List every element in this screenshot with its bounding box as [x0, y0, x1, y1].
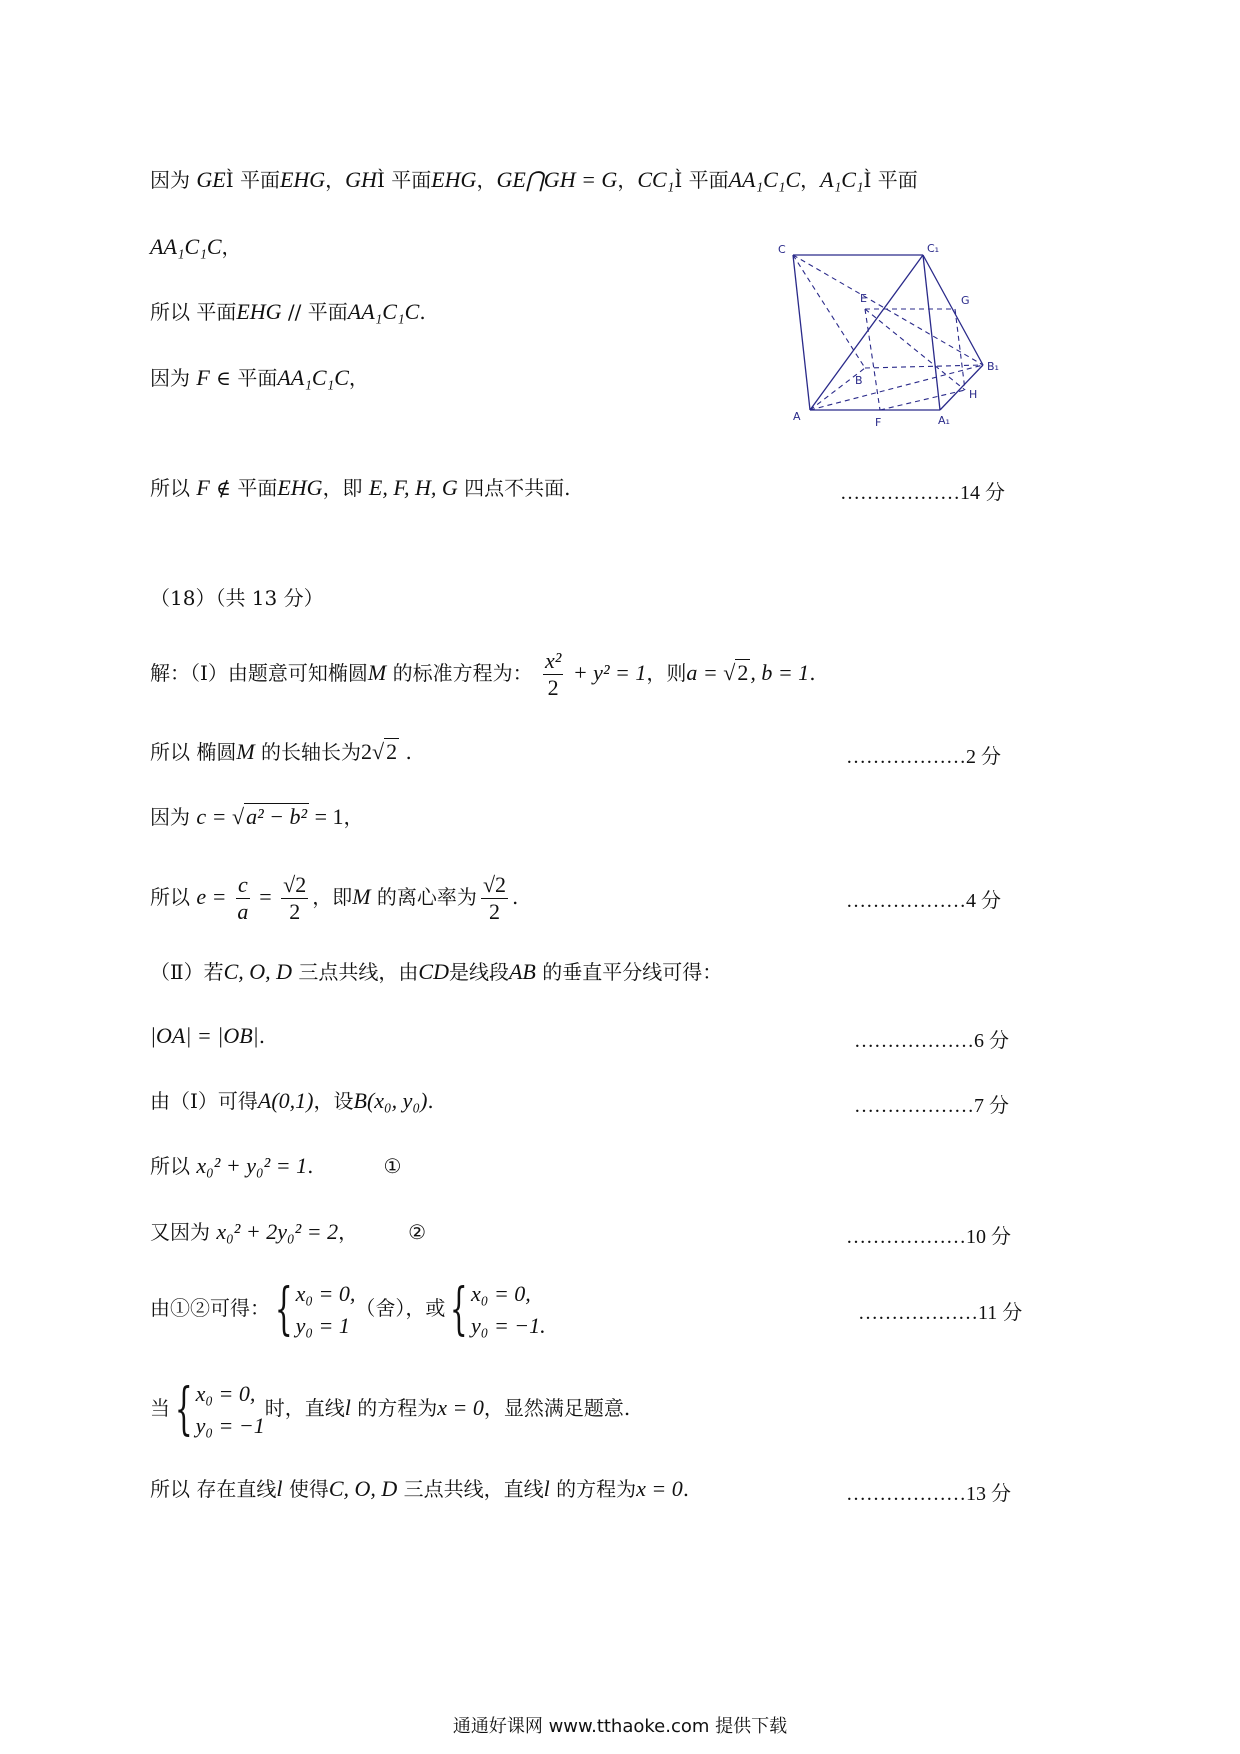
- solution-line-4: 所以 e = $\frac{c}{a}$ = $\frac{√2}{2}$ ，即M 的离心率为 $\frac{√2}{2}$ .: [150, 872, 519, 924]
- prism-figure: [775, 240, 1015, 430]
- solution-line-8: 所以 x₀² + y₀² = 1. ①: [150, 1153, 402, 1178]
- fig-label-g: G: [961, 294, 970, 307]
- fig-label-c: C: [778, 243, 786, 256]
- score-10: ………………10 分: [846, 1226, 1011, 1248]
- system-2: x₀ = 0, y₀ = −1.: [471, 1280, 546, 1338]
- proof-line-1: 因为 GEÌ 平面EHG，GHÌ 平面EHG，GE⋂GH = G，CC₁Ì 平面AA₁C₁C，A₁C₁Ì 平面: [150, 167, 918, 192]
- solution-line-11: 当{ x₀ = 0, y₀ = −1 时，直线l 的方程为x = 0，显然满足题意.: [150, 1376, 631, 1442]
- score-13: ………………13 分: [846, 1483, 1011, 1505]
- score-11: ………………11 分: [858, 1302, 1023, 1324]
- score-7: ………………7 分: [854, 1095, 1009, 1117]
- system-1: x₀ = 0, y₀ = 1: [295, 1280, 356, 1338]
- fig-label-b: B: [855, 374, 863, 387]
- proof-line-4: 因为 F ∈ 平面AA₁C₁C，: [150, 365, 369, 390]
- system-3: x₀ = 0, y₀ = −1: [195, 1380, 265, 1438]
- brace-1: {: [274, 1276, 293, 1342]
- score-4: ………………4 分: [846, 890, 1001, 912]
- proof-line-3: 所以 平面EHG // 平面AA₁C₁C.: [150, 299, 426, 324]
- solution-line-10: 由①②可得：{ x₀ = 0, y₀ = 1 （舍），或{ x₀ = 0, y₀ = −1.: [150, 1276, 546, 1342]
- section-18-heading: （18）（共 13 分）: [150, 586, 324, 610]
- frac-x2-over-2: $\frac{\text{x²}}{2}$: [544, 648, 562, 700]
- proof-line-2: AA₁C₁C，: [150, 234, 242, 259]
- solution-line-3: 因为 c = √a² − b² = 1，: [150, 804, 364, 829]
- frac-sqrt2-over-2-b: $\frac{√2}{2}$: [482, 872, 507, 924]
- proof-line-5: 所以 F ∉ 平面EHG，即 E, F, H, G 四点不共面.: [150, 475, 571, 500]
- solution-line-5: （Ⅱ）若C, O, D 三点共线，由CD是线段AB 的垂直平分线可得：: [150, 959, 723, 984]
- fig-label-b1: B₁: [987, 360, 999, 373]
- frac-sqrt2-over-2: $\frac{√2}{2}$: [283, 872, 307, 924]
- page-footer: 通通好课网 www.tthaoke.com 提供下载: [452, 1716, 788, 1737]
- fig-label-a: A: [793, 410, 801, 423]
- fig-label-h: H: [969, 388, 978, 401]
- fig-label-c1: C₁: [927, 242, 940, 255]
- brace-3: {: [174, 1376, 193, 1442]
- solution-line-12: 所以 存在直线l 使得C, O, D 三点共线，直线l 的方程为x = 0.: [150, 1476, 690, 1501]
- score-14: ………………14 分: [840, 482, 1005, 504]
- fig-label-a1: A₁: [938, 414, 950, 427]
- solution-line-1: 解：（Ⅰ）由题意可知椭圆M 的标准方程为： $\frac{\text{x²}}{2}$ + y² = 1，则a = √2, b = 1.: [150, 648, 816, 700]
- solution-line-6: |OA| = |OB|.: [150, 1023, 266, 1048]
- fig-label-f: F: [875, 416, 882, 429]
- fig-label-e: E: [860, 292, 867, 305]
- brace-2: {: [450, 1276, 469, 1342]
- frac-c-over-a: $\frac{c}{a}$: [237, 872, 249, 924]
- solution-line-7: 由（Ⅰ）可得A(0,1)，设B(x₀, y₀).: [150, 1088, 434, 1113]
- score-2: ………………2 分: [846, 746, 1001, 768]
- solution-line-9: 又因为 x₀² + 2y₀² = 2， ②: [150, 1219, 427, 1244]
- solution-line-2: 所以 椭圆M 的长轴长为2√2 .: [150, 739, 412, 764]
- score-6: ………………6 分: [854, 1030, 1009, 1052]
